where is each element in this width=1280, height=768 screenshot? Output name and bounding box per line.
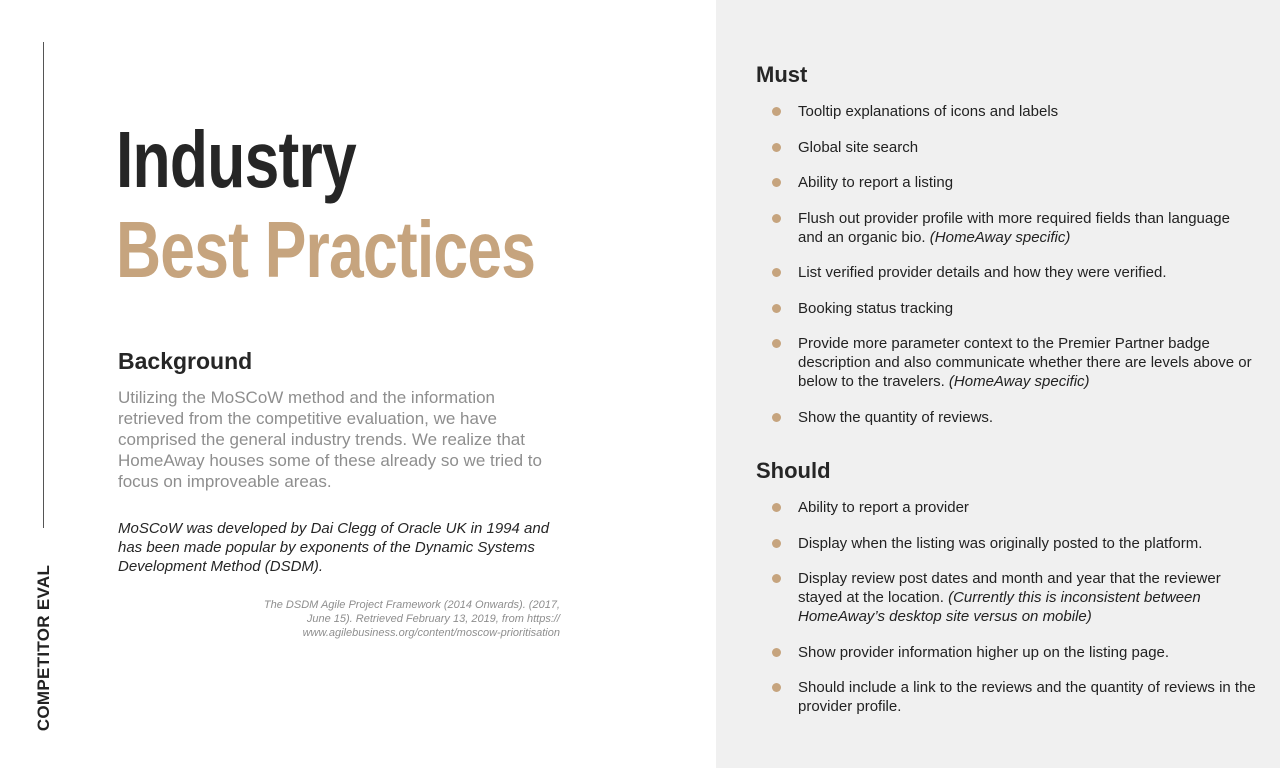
list-item: Flush out provider profile with more required fields than language and an organic bio. (HomeAway specific) (756, 209, 1256, 247)
bullet-icon (772, 214, 781, 223)
list-item: Ability to report a provider (756, 498, 1256, 517)
list-item: Booking status tracking (756, 299, 1256, 318)
list-item: Ability to report a listing (756, 173, 1256, 192)
list-item: Tooltip explanations of icons and labels (756, 102, 1256, 121)
list-item: Should include a link to the reviews and the quantity of reviews in the provider profile. (756, 678, 1256, 716)
must-heading: Must (756, 62, 808, 87)
background-heading: Background (118, 348, 253, 374)
list-item: Show the quantity of reviews. (756, 408, 1256, 427)
list-item: Display review post dates and month and year that the reviewer stayed at the location. (Currently this is inconsistent between HomeAway’s desktop site versus on mobile) (756, 569, 1256, 626)
bullet-icon (772, 683, 781, 692)
list-item: Display when the listing was originally posted to the platform. (756, 534, 1256, 553)
background-text: Utilizing the MoSCoW method and the information retrieved from the competitive evaluation, we have comprised the general industry trends. We realize that HomeAway houses some of these already so we tried to focus on improveable areas. (118, 388, 542, 491)
moscow-note: MoSCoW was developed by Dai Clegg of Oracle UK in 1994 and has been made popular by exponents of the Dynamic Systems Development Method (DSDM). (118, 520, 550, 575)
list-item: Show provider information higher up on the listing page. (756, 643, 1256, 662)
vertical-divider (43, 42, 44, 528)
citation: The DSDM Agile Project Framework (2014 Onwards). (2017, June 15). Retrieved February 13, 2019, from https:// www.agilebusiness.org/content/moscow-prioritisation (263, 599, 560, 639)
bullet-icon (772, 143, 781, 152)
bullet-icon (772, 648, 781, 657)
section-label: COMPETITOR EVAL (34, 564, 53, 732)
bullet-icon (772, 539, 781, 548)
list-item: Provide more parameter context to the Premier Partner badge description and also communicate whether there are levels above or below to the travelers. (HomeAway specific) (756, 334, 1256, 391)
bullet-icon (772, 503, 781, 512)
should-heading: Should (756, 458, 831, 483)
must-list (756, 102, 1256, 443)
bullet-icon (772, 339, 781, 348)
list-item: Global site search (756, 138, 1256, 157)
bullet-icon (772, 268, 781, 277)
bullet-icon (772, 413, 781, 422)
should-list (756, 498, 1256, 733)
bullet-icon (772, 574, 781, 583)
list-item: List verified provider details and how they were verified. (756, 263, 1256, 282)
page-title-line2: Best Practices (116, 205, 536, 294)
bullet-icon (772, 107, 781, 116)
page-title-line1: Industry (116, 115, 356, 204)
bullet-icon (772, 304, 781, 313)
bullet-icon (772, 178, 781, 187)
